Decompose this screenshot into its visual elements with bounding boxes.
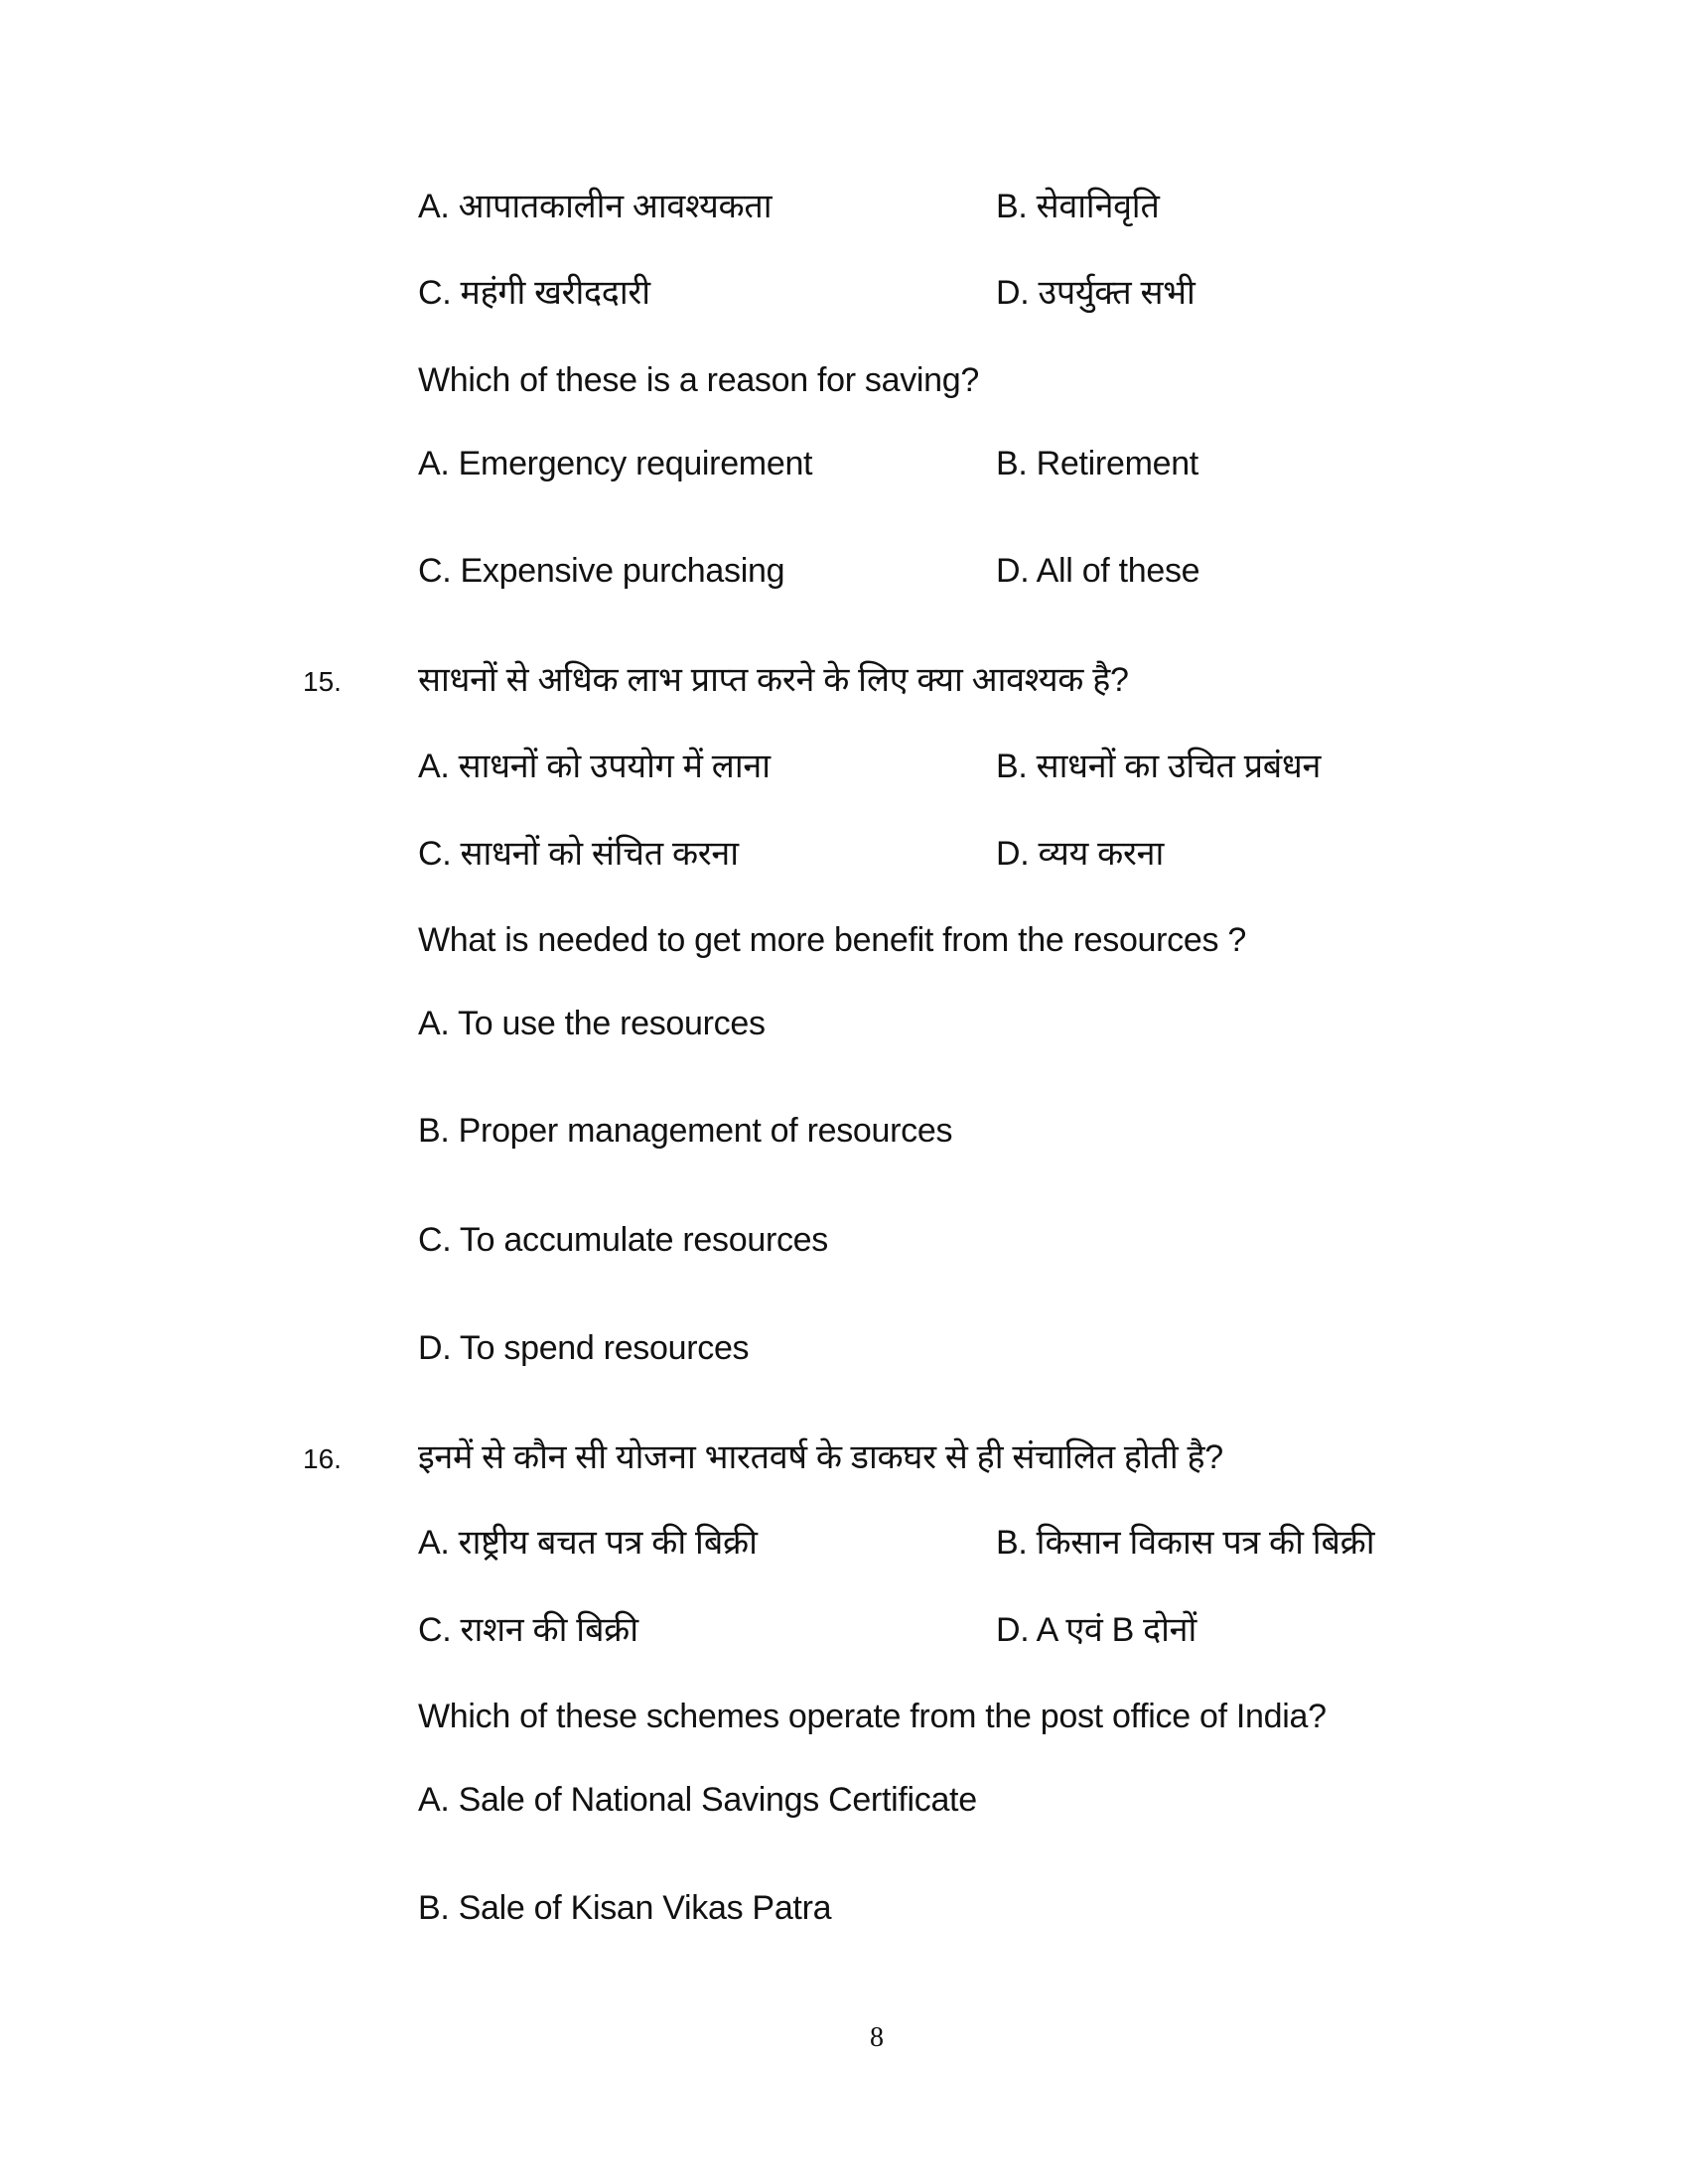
q14-hindi-option-c: C. महंगी खरीददारी bbox=[418, 274, 650, 312]
q15-hindi-option-b: B. साधनों का उचित प्रबंधन bbox=[996, 748, 1322, 785]
q15-english-option-a: A. To use the resources bbox=[418, 1005, 766, 1042]
q15-number: 15. bbox=[303, 666, 342, 697]
q15-hindi-option-d: D. व्यय करना bbox=[996, 835, 1164, 873]
q15-hindi-option-a: A. साधनों को उपयोग में लाना bbox=[418, 748, 771, 785]
q15-english-option-b: B. Proper management of resources bbox=[418, 1112, 953, 1150]
q15-english-option-d: D. To spend resources bbox=[418, 1329, 750, 1367]
q14-english-question: Which of these is a reason for saving? bbox=[418, 361, 980, 399]
q15-hindi-question: साधनों से अधिक लाभ प्राप्त करने के लिए क्या आवश्यक है? bbox=[418, 661, 1129, 699]
q14-hindi-option-b: B. सेवानिवृति bbox=[996, 188, 1160, 225]
q14-english-option-c: C. Expensive purchasing bbox=[418, 552, 785, 590]
q14-english-option-d: D. All of these bbox=[996, 552, 1200, 590]
q15-hindi-option-c: C. साधनों को संचित करना bbox=[418, 835, 739, 873]
q14-english-option-b: B. Retirement bbox=[996, 445, 1198, 482]
q15-english-question: What is needed to get more benefit from the resources ? bbox=[418, 921, 1246, 959]
q14-hindi-option-d: D. उपर्युक्त सभी bbox=[996, 274, 1196, 312]
q16-hindi-question: इनमें से कौन सी योजना भारतवर्ष के डाकघर से ही संचालित होती है? bbox=[418, 1438, 1223, 1476]
q16-hindi-option-a: A. राष्ट्रीय बचत पत्र की बिक्री bbox=[418, 1524, 758, 1562]
q16-english-option-b: B. Sale of Kisan Vikas Patra bbox=[418, 1889, 832, 1927]
q16-hindi-option-c: C. राशन की बिक्री bbox=[418, 1611, 638, 1649]
q14-english-option-a: A. Emergency requirement bbox=[418, 445, 813, 482]
q15-english-option-c: C. To accumulate resources bbox=[418, 1221, 828, 1259]
q16-hindi-option-b: B. किसान विकास पत्र की बिक्री bbox=[996, 1524, 1375, 1562]
q16-english-option-a: A. Sale of National Savings Certificate bbox=[418, 1781, 977, 1819]
q16-number: 16. bbox=[303, 1443, 342, 1474]
q16-hindi-option-d: D. A एवं B दोनों bbox=[996, 1611, 1197, 1649]
q14-hindi-option-a: A. आपातकालीन आवश्यकता bbox=[418, 188, 773, 225]
page-number: 8 bbox=[870, 2022, 884, 2053]
q16-english-question: Which of these schemes operate from the post office of India? bbox=[418, 1698, 1327, 1735]
